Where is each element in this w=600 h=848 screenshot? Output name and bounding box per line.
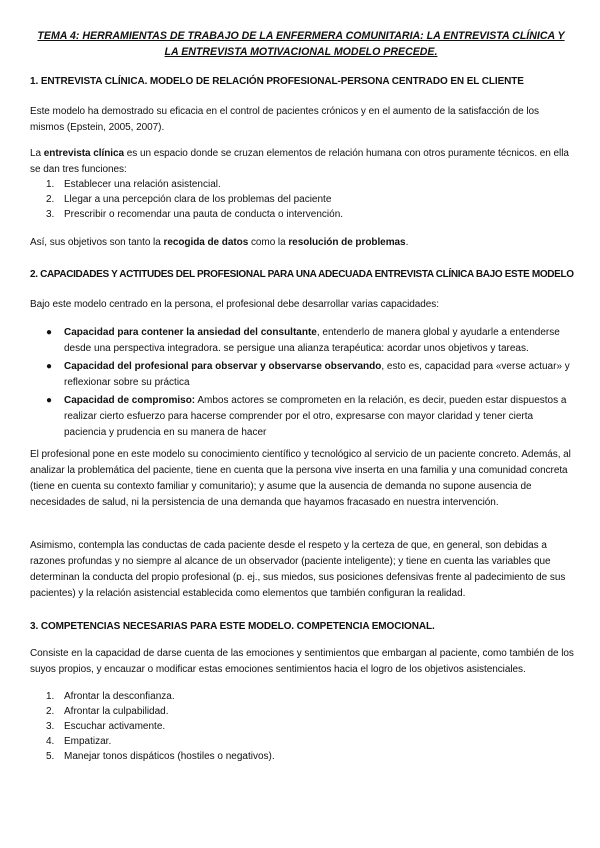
bold-term: Capacidad para contener la ansiedad del consultante <box>64 327 317 338</box>
list-number: 5. <box>46 751 55 762</box>
text-run: . <box>405 237 409 248</box>
list-item-text: , entenderlo de manera global y ayudarle a entenderse desde una perspectiva integradora. se persigue una alianza terapéutica: acordar unos objetivos y tareas. <box>64 327 560 354</box>
section-3-paragraph-1: Consiste en la capacidad de darse cuenta de las emociones y sentimientos que embargan al paciente, como también de los suyos propios, y encauzar o modificar estas emociones sentimientos hacia el logro de los objetivos asistenciales. <box>30 648 574 675</box>
bullet-icon: ● <box>46 395 53 406</box>
list-item <box>30 689 575 704</box>
list-item <box>30 325 575 357</box>
section-2-paragraph-1: El profesional pone en este modelo su conocimiento científico y tecnológico al servicio de un paciente concreto. Además, al analizar la problemática del paciente, tiene en cuenta que la persona vive inserta en una familia y una comunidad concreta (tiene en cuenta su contexto familiar y comunitario); y asume que la ausencia de demanda no supone ausencia de necesidades de salud, ni la persistencia de una demanda que hayamos fracasado en nuestra intervención. <box>30 449 571 508</box>
list-item <box>30 704 575 719</box>
list-item <box>30 192 575 207</box>
list-item-text: Afrontar la culpabilidad. <box>64 706 169 717</box>
section-2-heading: 2. CAPACIDADES Y ACTITUDES DEL PROFESIONAL PARA UNA ADECUADA ENTREVISTA CLÍNICA BAJO ESTE MODELO <box>30 269 574 280</box>
list-item <box>30 734 575 749</box>
list-item-text: , esto es, capacidad para «verse actuar» y reflexionar sobre su práctica <box>64 361 570 388</box>
text-run: La <box>30 148 44 159</box>
bullet-icon: ● <box>46 361 53 372</box>
list-item <box>30 177 575 192</box>
bold-term: recogida de datos <box>163 237 249 248</box>
document-title: TEMA 4: HERRAMIENTAS DE TRABAJO DE LA ENFERMERA COMUNITARIA: LA ENTREVISTA CLÍNICA Y LA ENTREVISTA MOTIVACIONAL MODELO PRECEDE. <box>37 30 565 58</box>
list-number: 1. <box>46 691 55 702</box>
list-number: 2. <box>46 194 55 205</box>
list-number: 3. <box>46 209 55 220</box>
section-2-paragraph-2: Asimismo, contempla las conductas de cada paciente desde el respeto y la certeza de que, en general, son debidas a razones profundas y no siempre al alcance de un observador (paciente inteligente); y tiene en cuenta las variables que determinan la conducta del propio profesional (p. ej., sus miedos, sus posiciones defensivas frente al padecimiento de sus pacientes) y la relación asistencial establecida como elementos que también configuran la realidad. <box>30 540 566 599</box>
capacities-list <box>30 325 575 443</box>
list-number: 2. <box>46 706 55 717</box>
list-item-text: Escuchar activamente. <box>64 721 166 732</box>
list-item-text: Establecer una relación asistencial. <box>64 179 221 190</box>
section-3-heading: 3. COMPETENCIAS NECESARIAS PARA ESTE MODELO. COMPETENCIA EMOCIONAL. <box>30 621 435 632</box>
list-item <box>30 749 575 764</box>
list-item-text: Ambos actores se comprometen en la relación, es decir, pueden estar dispuestos a realizar cierto esfuerzo para hacerse comprender por el otro, expresarse con mayor claridad y tener cierta paciencia y prudencia en su manera de hacer <box>64 395 567 438</box>
list-item-text: Empatizar. <box>64 736 112 747</box>
bullet-icon: ● <box>46 327 53 338</box>
competencies-list <box>30 689 575 764</box>
list-item-text: Afrontar la desconfianza. <box>64 691 175 702</box>
list-number: 4. <box>46 736 55 747</box>
section-1-heading: 1. ENTREVISTA CLÍNICA. MODELO DE RELACIÓN PROFESIONAL-PERSONA CENTRADO EN EL CLIENTE <box>30 76 524 87</box>
section-1-paragraph-2 <box>30 146 575 178</box>
section-1-paragraph-1: Este modelo ha demostrado su eficacia en el control de pacientes crónicos y en el aumento de la satisfacción de los mismos (Epstein, 2005, 2007). <box>30 106 539 133</box>
list-item <box>30 393 575 441</box>
section-2-intro: Bajo este modelo centrado en la persona, el profesional debe desarrollar varias capacidades: <box>30 299 439 310</box>
functions-list <box>30 177 575 222</box>
list-item <box>30 207 575 222</box>
bold-term: Capacidad del profesional para observar y observarse observando <box>64 361 382 372</box>
text-run: es un espacio donde se cruzan elementos de relación humana con otros puramente técnicos. en ella se dan tres funciones: <box>30 148 569 175</box>
text-run: Así, sus objetivos son tanto la <box>30 237 164 248</box>
list-item-text: Llegar a una percepción clara de los problemas del paciente <box>64 194 332 205</box>
list-item <box>30 359 575 391</box>
list-item-text: Manejar tonos dispáticos (hostiles o negativos). <box>64 751 275 762</box>
bold-term: entrevista clínica <box>43 148 125 159</box>
list-number: 3. <box>46 721 55 732</box>
bold-term: resolución de problemas <box>288 237 406 248</box>
section-1-paragraph-3 <box>30 235 575 251</box>
text-run: como la <box>248 237 289 248</box>
bold-term: Capacidad de compromiso: <box>64 395 196 406</box>
list-number: 1. <box>46 179 55 190</box>
list-item <box>30 719 575 734</box>
list-item-text: Prescribir o recomendar una pauta de conducta o intervención. <box>64 209 344 220</box>
